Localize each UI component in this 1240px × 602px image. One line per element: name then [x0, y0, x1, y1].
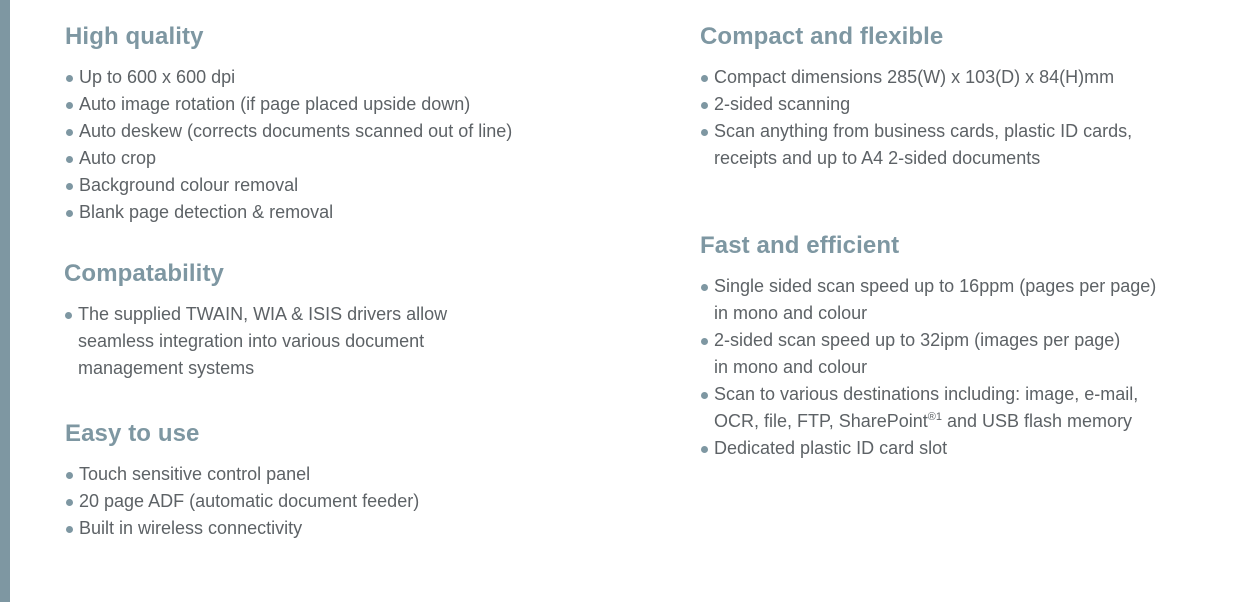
registered-mark: ®1	[927, 411, 942, 423]
list-item: Built in wireless connectivity	[65, 515, 419, 542]
bullet-list	[65, 64, 512, 226]
list-item: Blank page detection & removal	[65, 199, 512, 226]
section-title: Compact and flexible	[700, 23, 944, 50]
list-item-line: in mono and colour	[714, 357, 868, 377]
list-item	[700, 273, 1156, 327]
list-item: Background colour removal	[65, 172, 512, 199]
section-fast-and-efficient	[700, 232, 1220, 458]
list-item: Auto crop	[65, 145, 512, 172]
list-item	[700, 327, 1156, 381]
bullet-list	[700, 273, 1156, 462]
list-item-line	[714, 408, 1156, 435]
list-item: Touch sensitive control panel	[65, 461, 419, 488]
bullet-list	[65, 461, 419, 542]
left-accent-bar	[0, 0, 10, 602]
list-item: Compact dimensions 285(W) x 103(D) x 84(H)mm	[700, 64, 1132, 91]
list-item: 20 page ADF (automatic document feeder)	[65, 488, 419, 515]
list-item-text: OCR, file, FTP, SharePoint	[714, 411, 928, 431]
list-item: Auto image rotation (if page placed upside down)	[65, 91, 512, 118]
list-item: Auto deskew (corrects documents scanned out of line)	[65, 118, 512, 145]
list-item: 2-sided scanning	[700, 91, 1132, 118]
section-compatability	[64, 260, 624, 378]
bullet-list	[64, 301, 447, 382]
list-item-line: management systems	[78, 358, 255, 378]
list-item-line: receipts and up to A4 2-sided documents	[714, 148, 1041, 168]
list-item-line: Scan to various destinations including: image, e-mail,	[714, 384, 1139, 404]
list-item-line: 2-sided scan speed up to 32ipm (images per page)	[714, 330, 1121, 350]
section-title: Fast and efficient	[700, 232, 900, 259]
list-item-line: in mono and colour	[714, 303, 868, 323]
list-item	[700, 381, 1156, 435]
section-easy-to-use	[65, 420, 625, 538]
section-compact-and-flexible	[700, 23, 1220, 168]
list-item: Dedicated plastic ID card slot	[700, 435, 1156, 462]
section-title: High quality	[65, 23, 204, 50]
list-item: Up to 600 x 600 dpi	[65, 64, 512, 91]
section-title: Easy to use	[65, 420, 200, 447]
bullet-list	[700, 64, 1132, 172]
list-item-line: seamless integration into various document	[78, 331, 425, 351]
section-high-quality	[65, 23, 625, 222]
section-title: Compatability	[64, 260, 224, 287]
list-item-text: and USB flash memory	[941, 411, 1133, 431]
list-item	[64, 301, 447, 382]
list-item	[700, 118, 1132, 172]
list-item-line: Scan anything from business cards, plastic ID cards,	[714, 121, 1133, 141]
list-item-line: The supplied TWAIN, WIA & ISIS drivers allow	[78, 304, 448, 324]
list-item-line: Single sided scan speed up to 16ppm (pages per page)	[714, 276, 1157, 296]
